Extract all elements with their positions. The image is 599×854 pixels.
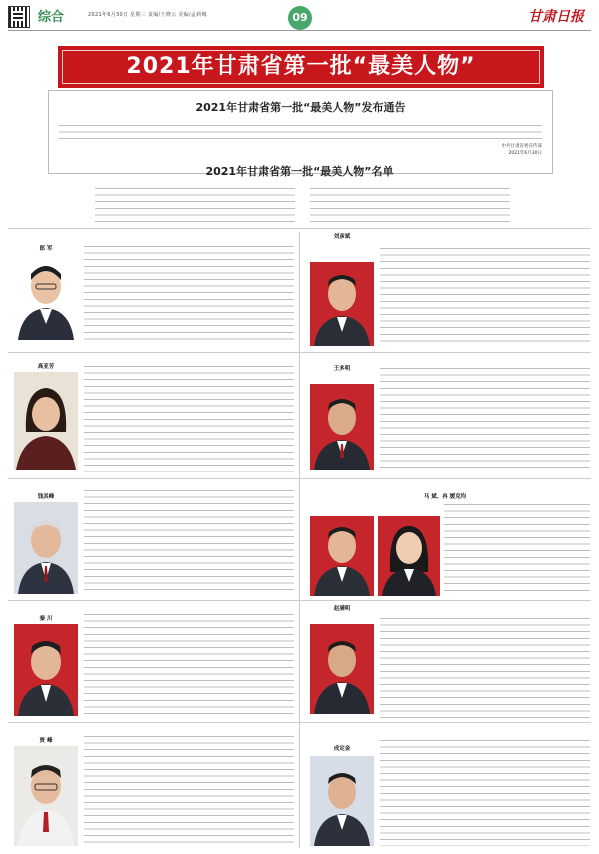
person-photo (14, 746, 78, 846)
person-bio (84, 486, 294, 594)
person-photo (310, 516, 374, 596)
person-photo (310, 262, 374, 346)
person-bio (84, 610, 294, 716)
banner-title: 2021年甘肃省第一批“最美人物” (62, 50, 540, 84)
person-bio (380, 614, 590, 718)
page-header (0, 0, 599, 38)
person-photo (310, 624, 374, 714)
notice-body (59, 121, 542, 143)
column-divider (299, 232, 300, 848)
person-name: 刘彦斌 (333, 234, 351, 240)
person-bio (84, 242, 294, 342)
person-photo (14, 252, 78, 340)
name-list-left (95, 184, 295, 222)
person-bio (84, 732, 294, 846)
title-banner (58, 46, 544, 88)
person-photo (310, 384, 374, 470)
person-name: 王多明 (333, 366, 351, 372)
row-divider (8, 478, 591, 479)
person-photo (310, 756, 374, 846)
page-number: 09 (288, 6, 312, 30)
list-title: 2021年甘肃省第一批“最美人物”名单 (205, 165, 394, 178)
row-divider (8, 722, 591, 723)
person-photo (378, 516, 440, 596)
person-name: 贾 峰 (39, 738, 53, 744)
notice-date: 2021年6月30日 (508, 151, 542, 156)
person-bio (380, 364, 590, 472)
person-bio (380, 736, 590, 846)
notice-box (48, 90, 553, 174)
name-list-right (310, 184, 510, 222)
person-bio (84, 362, 294, 472)
person-name: 赵满明 (333, 606, 351, 612)
person-bio (444, 500, 590, 596)
qr-code-icon (8, 6, 30, 28)
dateline: 2021年6月30日 星期三 责编/王晓云 美编/孟莉娜 (88, 12, 207, 18)
person-name: 郎 军 (39, 246, 53, 252)
notice-title: 2021年甘肃省第一批“最美人物”发布通告 (195, 101, 406, 114)
person-name: 马 斌、冉 媛克均 (423, 494, 467, 500)
masthead-logo: 甘肃日报 (528, 9, 584, 25)
notice-signature (502, 143, 543, 157)
person-name: 钱其峰 (37, 494, 55, 500)
person-name: 成定金 (333, 746, 351, 752)
notice-issuer: 中共甘肃省委宣传部 (501, 144, 542, 149)
person-bio (380, 244, 590, 346)
person-photo (14, 502, 78, 594)
row-divider (8, 352, 591, 353)
person-photo (14, 372, 78, 470)
person-photo (14, 624, 78, 716)
section-title: 综合 (38, 10, 65, 25)
person-name: 高亚芳 (37, 364, 55, 370)
divider (8, 228, 591, 229)
row-divider (8, 600, 591, 601)
header-rule (8, 30, 591, 31)
person-name: 秦 川 (39, 616, 53, 622)
